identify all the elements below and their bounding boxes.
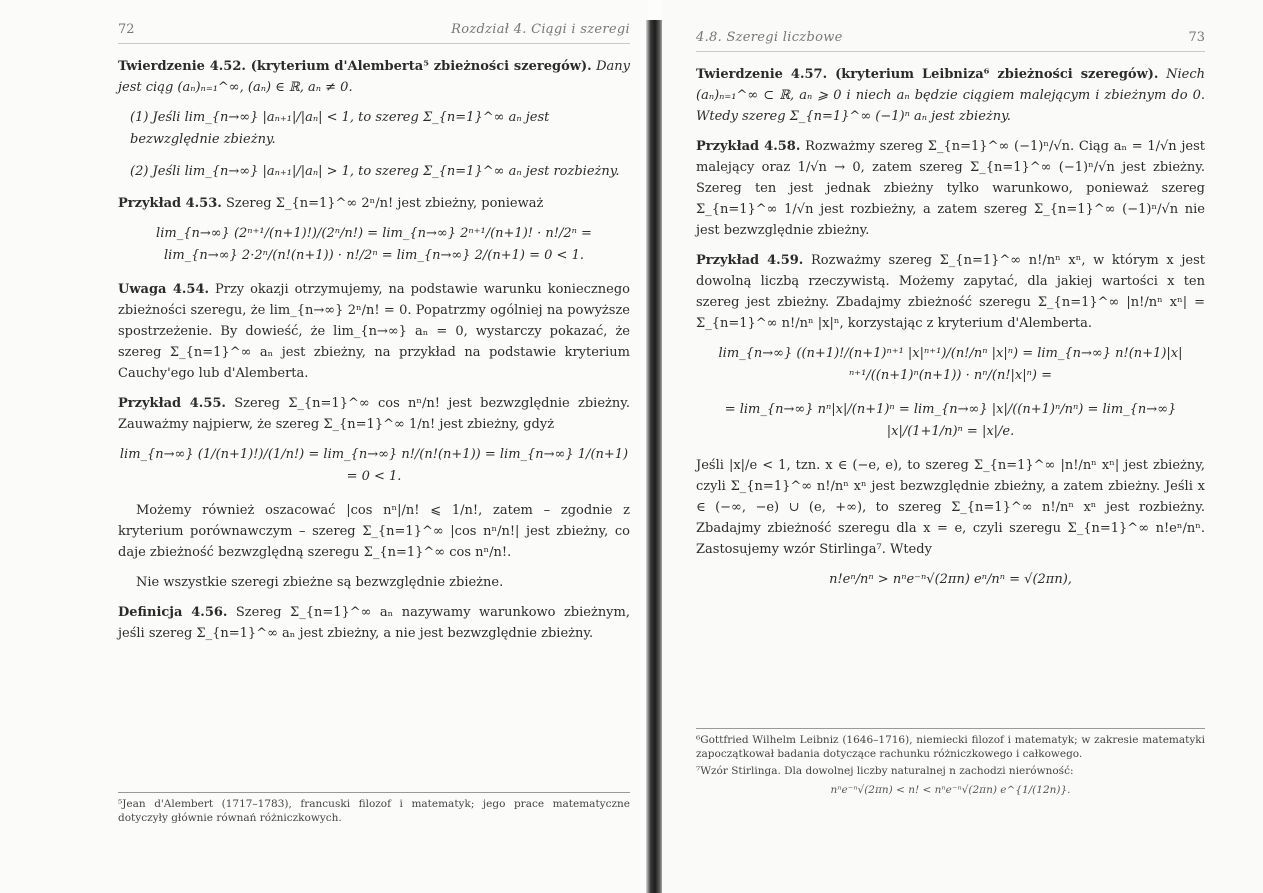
right-page-number: 73	[1188, 30, 1205, 45]
example-4-59-formula-2: = lim_{n→∞} nⁿ|x|/(n+1)ⁿ = lim_{n→∞} |x|/((n+1)ⁿ/nⁿ) = lim_{n→∞} |x|/(1+1/n)ⁿ = |x|/e.	[724, 402, 1177, 439]
remark-4-54-label: Uwaga 4.54.	[118, 282, 210, 297]
footnote-7: ⁷Wzór Stirlinga. Dla dowolnej liczby naturalnej n zachodzi nierówność:	[696, 765, 1074, 777]
theorem-4-57	[696, 64, 1205, 127]
example-4-53-formula: lim_{n→∞} (2ⁿ⁺¹/(n+1)!)/(2ⁿ/n!) = lim_{n→∞} 2ⁿ⁺¹/(n+1)! · n!/2ⁿ = lim_{n→∞} 2·2ⁿ/(n!(n+1)) · n!/2ⁿ = lim_{n→∞} 2/(n+1) = 0 < 1.	[156, 226, 592, 263]
example-4-59-formula-1: lim_{n→∞} ((n+1)!/(n+1)ⁿ⁺¹ |x|ⁿ⁺¹)/(n!/nⁿ |x|ⁿ) = lim_{n→∞} n!(n+1)|x|ⁿ⁺¹/((n+1)ⁿ(n+1)) · nⁿ/(n!|x|ⁿ) =	[718, 346, 1183, 383]
example-4-59-label: Przykład 4.59.	[696, 253, 804, 268]
theorem-4-57-text: Niech (aₙ)ₙ₌₁^∞ ⊂ ℝ, aₙ ⩾ 0 i niech aₙ będzie ciągiem malejącym i zbieżnym do 0. Wtedy szereg Σ_{n=1}^∞ (−1)ⁿ aₙ jest zbieżny.	[696, 67, 1205, 124]
theorem-4-52-text: Dany jest ciąg (aₙ)ₙ₌₁^∞, (aₙ) ∈ ℝ, aₙ ≠ 0.	[118, 59, 630, 95]
footnote-6: ⁶Gottfried Wilhelm Leibniz (1646–1716), niemiecki filozof i matematyk; w zakresie matematyki zapoczątkował badania dotyczące rachunku różniczkowego i całkowego.	[696, 734, 1205, 760]
theorem-4-52	[118, 56, 630, 98]
footnote-7-formula: nⁿe⁻ⁿ√(2πn) < n! < nⁿe⁻ⁿ√(2πn) e^{1/(12n)}.	[830, 784, 1071, 796]
footnote-5: ⁵Jean d'Alembert (1717–1783), francuski filozof i matematyk; jego prace matematyczne dotyczyły głównie równań różniczkowych.	[118, 798, 630, 824]
definition-4-56	[118, 602, 630, 644]
right-running-head	[696, 30, 1205, 52]
example-4-55-text: Szereg Σ_{n=1}^∞ cos nⁿ/n! jest bezwzględnie zbieżny. Zauważmy najpierw, że szereg Σ_{n=1}^∞ 1/n! jest zbieżny, gdyż	[118, 396, 631, 432]
example-4-59-continuation: Jeśli |x|/e < 1, tzn. x ∈ (−e, e), to szereg Σ_{n=1}^∞ |n!/nⁿ xⁿ| jest zbieżny, czyli Σ_{n=1}^∞ n!/nⁿ xⁿ jest bezwzględnie zbieżny, a zatem zbieżny. Jeśli x ∈ (−∞, −e) ∪ (e, +∞), to szereg Σ_{n=1}^∞ n!/nⁿ xⁿ jest rozbieżny. Zbadajmy zbieżność szeregu dla x = e, czyli szeregu Σ_{n=1}^∞ n!eⁿ/nⁿ. Zastosujemy wzór Stirlinga⁷. Wtedy	[696, 458, 1205, 557]
example-4-55-continuation: Możemy również oszacować |cos nⁿ|/n! ⩽ 1/n!, zatem – zgodnie z kryterium porównawczym – szereg Σ_{n=1}^∞ |cos nⁿ/n!| jest zbieżny, co daje zbieżność bezwzględną szeregu Σ_{n=1}^∞ cos nⁿ/n!.	[118, 503, 630, 560]
note-absolute-convergence: Nie wszystkie szeregi zbieżne są bezwzględnie zbieżne.	[136, 575, 504, 590]
left-page-number: 72	[118, 22, 135, 37]
example-4-59-formula-3: n!eⁿ/nⁿ > nⁿe⁻ⁿ√(2πn) eⁿ/nⁿ = √(2πn),	[829, 572, 1072, 587]
left-running-head	[118, 22, 630, 44]
right-section-title: 4.8. Szeregi liczbowe	[696, 30, 843, 45]
example-4-55-formula: lim_{n→∞} (1/(n+1)!)/(1/n!) = lim_{n→∞} n!/(n!(n+1)) = lim_{n→∞} 1/(n+1) = 0 < 1.	[119, 447, 629, 484]
remark-4-54-text: Przy okazji otrzymujemy, na podstawie warunku koniecznego zbieżności szeregu, że lim_{n→∞} 2ⁿ/n! = 0. Popatrzmy ogólniej na powyższe spostrzeżenie. By dowieść, że lim_{n→∞} aₙ = 0, wystarczy pokazać, że szereg Σ_{n=1}^∞ aₙ jest zbieżny, na przykład na podstawie kryterium Cauchy'ego lub d'Alemberta.	[118, 282, 630, 381]
theorem-4-52-label: Twierdzenie 4.52. (kryterium d'Alemberta⁵ zbieżności szeregów).	[118, 59, 592, 74]
definition-4-56-label: Definicja 4.56.	[118, 605, 228, 620]
example-4-55	[118, 393, 630, 435]
definition-4-56-text: Szereg Σ_{n=1}^∞ aₙ nazywamy warunkowo zbieżnym, jeśli szereg Σ_{n=1}^∞ aₙ jest zbieżny, a nie jest bezwzględnie zbieżny.	[118, 605, 630, 641]
example-4-59	[696, 250, 1205, 334]
theorem-4-57-label: Twierdzenie 4.57. (kryterium Leibniza⁶ zbieżności szeregów).	[696, 67, 1159, 82]
example-4-55-label: Przykład 4.55.	[118, 396, 226, 411]
example-4-53-label: Przykład 4.53.	[118, 196, 222, 211]
example-4-58-label: Przykład 4.58.	[696, 139, 801, 154]
left-chapter-title: Rozdział 4. Ciągi i szeregi	[451, 22, 630, 37]
right-page	[662, 0, 1263, 893]
example-4-58-text: Rozważmy szereg Σ_{n=1}^∞ (−1)ⁿ/√n. Ciąg aₙ = 1/√n jest malejący oraz 1/√n → 0, zatem szereg Σ_{n=1}^∞ (−1)ⁿ/√n jest zbieżny. Szereg ten jest jednak zbieżny tylko warunkowo, ponieważ szereg Σ_{n=1}^∞ 1/√n jest rozbieżny, a zatem szereg Σ_{n=1}^∞ (−1)ⁿ/√n nie jest bezwzględnie zbieżny.	[696, 139, 1206, 238]
example-4-53-text: Szereg Σ_{n=1}^∞ 2ⁿ/n! jest zbieżny, ponieważ	[225, 196, 544, 211]
example-4-53	[118, 193, 630, 214]
left-footnotes	[118, 792, 630, 828]
example-4-59-text: Rozważmy szereg Σ_{n=1}^∞ n!/nⁿ xⁿ, w którym x jest dowolną liczbą rzeczywistą. Możemy zapytać, dla jakiej wartości x ten szereg jest zbieżny. Zbadajmy zbieżność szeregu Σ_{n=1}^∞ |n!/nⁿ xⁿ| = Σ_{n=1}^∞ n!/nⁿ |x|ⁿ, korzystając z kryterium d'Alemberta.	[696, 253, 1206, 331]
remark-4-54	[118, 279, 630, 384]
theorem-4-52-item-2: (2) Jeśli lim_{n→∞} |aₙ₊₁|/|aₙ| > 1, to szereg Σ_{n=1}^∞ aₙ jest rozbieżny.	[130, 164, 620, 179]
right-footnotes	[696, 728, 1205, 796]
theorem-4-52-item-1: (1) Jeśli lim_{n→∞} |aₙ₊₁|/|aₙ| < 1, to szereg Σ_{n=1}^∞ aₙ jest bezwzględnie zbieżny.	[130, 110, 550, 147]
example-4-58	[696, 136, 1205, 241]
